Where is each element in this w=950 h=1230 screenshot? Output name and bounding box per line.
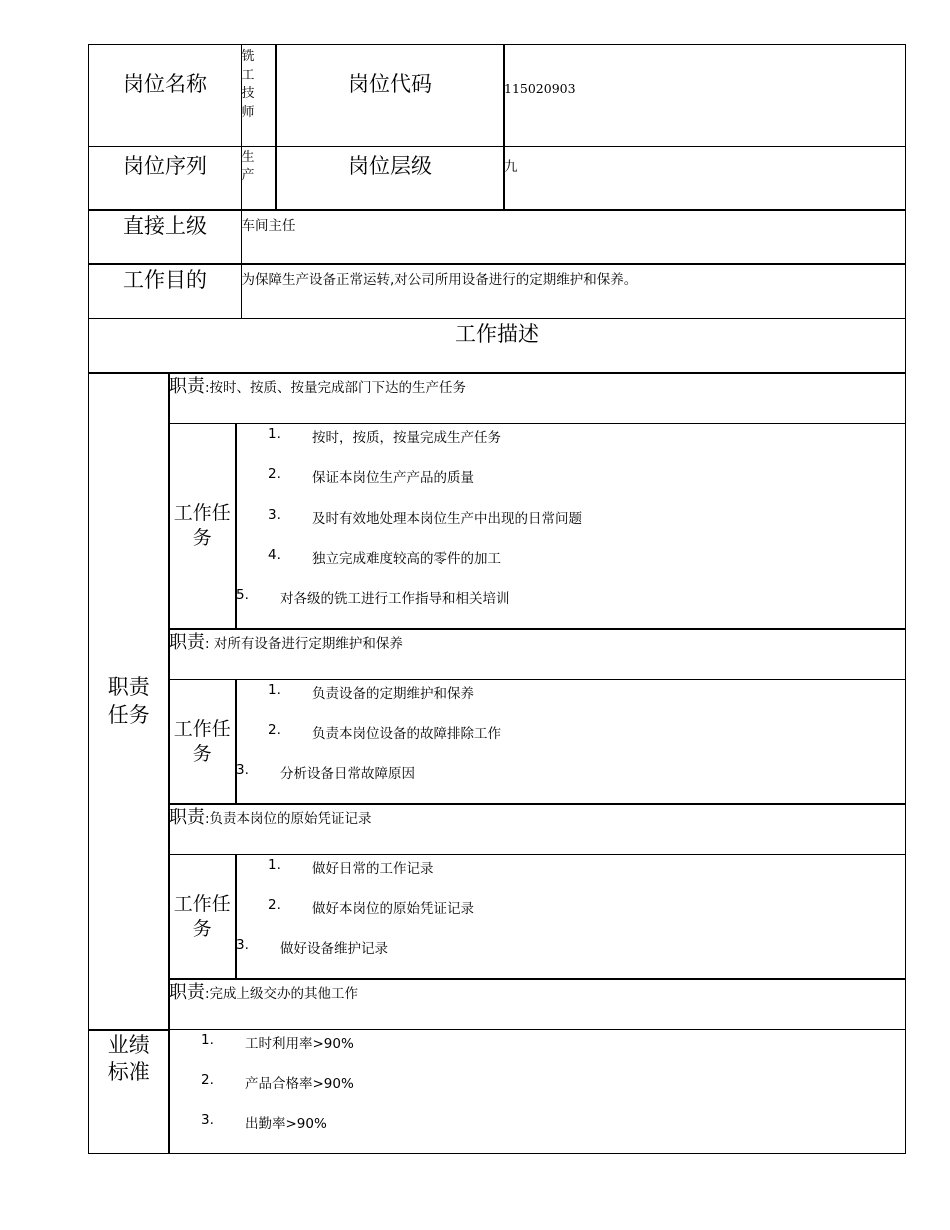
duty-1-task-3-num: 3. bbox=[268, 506, 281, 523]
duty-3-task-1: 做好日常的工作记录 bbox=[312, 860, 434, 877]
duty-3-text: :负责本岗位的原始凭证记录 bbox=[205, 811, 372, 827]
duty-3-task-label-cell bbox=[168, 854, 237, 980]
performance-1-num: 1. bbox=[201, 1031, 214, 1048]
duty-3-task-3: 做好设备维护记录 bbox=[280, 940, 388, 957]
level-value: 九 bbox=[504, 158, 518, 175]
sequence-label-cell bbox=[88, 146, 242, 211]
performance-list-cell bbox=[168, 1029, 906, 1155]
post-code-label-cell bbox=[275, 44, 505, 147]
post-code-value-cell bbox=[503, 44, 906, 147]
duty-3-cell bbox=[168, 803, 906, 855]
duty-2-task-label: 工作任务 bbox=[173, 717, 231, 765]
duty-3-task-2-num: 2. bbox=[268, 896, 281, 913]
duty-2-tasks-cell bbox=[235, 679, 906, 805]
duty-1-prefix: 职责 bbox=[169, 376, 205, 397]
duty-3-task-3-num: 3. bbox=[236, 936, 249, 953]
description-title: 工作描述 bbox=[455, 321, 539, 346]
duty-2-cell bbox=[168, 628, 906, 680]
duty-4-cell bbox=[168, 978, 906, 1030]
duty-2-task-1: 负责设备的定期维护和保养 bbox=[312, 685, 474, 702]
duty-2-task-label-cell bbox=[168, 679, 237, 805]
level-label: 岗位层级 bbox=[348, 153, 432, 178]
duty-2-task-3: 分析设备日常故障原因 bbox=[280, 765, 415, 782]
post-code-value: 115020903 bbox=[504, 81, 576, 96]
superior-value: 车间主任 bbox=[241, 217, 296, 234]
post-code-label: 岗位代码 bbox=[348, 72, 432, 96]
duty-1-text: :按时、按质、按量完成部门下达的生产任务 bbox=[205, 380, 467, 396]
purpose-value: 为保障生产设备正常运转,对公司所用设备进行的定期维护和保养。 bbox=[241, 272, 638, 288]
duties-label-cell bbox=[88, 372, 170, 1031]
performance-2-num: 2. bbox=[201, 1071, 214, 1088]
sequence-value-cell bbox=[241, 146, 277, 211]
performance-label-cell bbox=[88, 1029, 170, 1155]
duty-2-task-2: 负责本岗位设备的故障排除工作 bbox=[312, 725, 501, 742]
duty-1-task-1: 按时，按质，按量完成生产任务 bbox=[312, 429, 501, 446]
duty-1-task-label-cell bbox=[168, 423, 237, 630]
duty-3-task-2: 做好本岗位的原始凭证记录 bbox=[312, 900, 474, 917]
duty-3-tasks-cell bbox=[235, 854, 906, 980]
post-name-value: 铣工技师 bbox=[241, 49, 255, 120]
duty-3-task-label: 工作任务 bbox=[173, 892, 231, 940]
level-label-cell bbox=[275, 146, 505, 211]
superior-value-cell bbox=[241, 209, 907, 265]
performance-3: 出勤率>90% bbox=[245, 1115, 327, 1132]
sequence-label: 岗位序列 bbox=[123, 153, 207, 178]
post-name-value-cell bbox=[241, 44, 277, 147]
sequence-value: 生产 bbox=[241, 149, 255, 183]
performance-3-num: 3. bbox=[201, 1111, 214, 1128]
duty-2-task-2-num: 2. bbox=[268, 721, 281, 738]
duty-2-task-3-num: 3. bbox=[236, 761, 249, 778]
purpose-label: 工作目的 bbox=[123, 268, 207, 292]
superior-label-cell bbox=[88, 209, 242, 265]
duty-1-task-2: 保证本岗位生产产品的质量 bbox=[312, 469, 474, 486]
performance-2: 产品合格率>90% bbox=[245, 1075, 354, 1092]
post-name-label: 岗位名称 bbox=[123, 72, 207, 96]
duty-1-cell bbox=[168, 372, 906, 424]
duty-1-task-2-num: 2. bbox=[268, 465, 281, 482]
duty-4-prefix: 职责 bbox=[169, 982, 205, 1003]
superior-label: 直接上级 bbox=[123, 213, 207, 238]
description-title-cell bbox=[88, 318, 906, 374]
duty-3-task-1-num: 1. bbox=[268, 856, 281, 873]
purpose-label-cell bbox=[88, 263, 242, 319]
duty-1-tasks-cell bbox=[235, 423, 906, 630]
duty-1-task-5: 对各级的铣工进行工作指导和相关培训 bbox=[280, 590, 510, 607]
duty-2-task-1-num: 1. bbox=[268, 681, 281, 698]
duty-1-task-3: 及时有效地处理本岗位生产中出现的日常问题 bbox=[312, 510, 582, 527]
job-description-table bbox=[88, 44, 906, 1154]
duty-1-task-5-num: 5. bbox=[236, 586, 249, 603]
purpose-value-cell bbox=[241, 263, 907, 319]
duty-2-text: : 对所有设备进行定期维护和保养 bbox=[205, 636, 403, 652]
performance-1: 工时利用率>90% bbox=[245, 1035, 354, 1052]
duty-1-task-label: 工作任务 bbox=[173, 502, 231, 549]
duties-label: 职责任务 bbox=[107, 675, 150, 727]
duty-2-prefix: 职责 bbox=[169, 632, 205, 653]
duty-4-text: :完成上级交办的其他工作 bbox=[205, 986, 359, 1002]
performance-label: 业绩标准 bbox=[107, 1032, 150, 1084]
post-name-label-cell bbox=[88, 44, 242, 147]
duty-1-task-1-num: 1. bbox=[268, 425, 281, 442]
duty-3-prefix: 职责 bbox=[169, 807, 205, 828]
duty-1-task-4: 独立完成难度较高的零件的加工 bbox=[312, 550, 501, 567]
duty-1-task-4-num: 4. bbox=[268, 546, 281, 563]
level-value-cell bbox=[503, 146, 906, 211]
